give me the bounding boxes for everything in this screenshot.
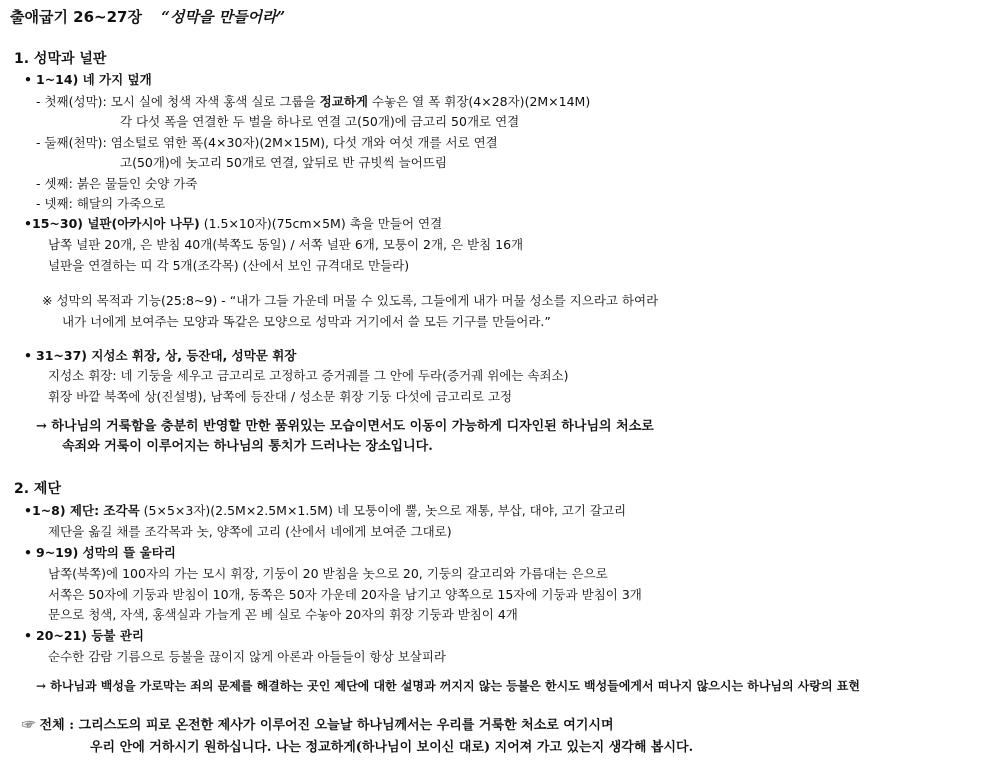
body-line: 서쪽은 50자에 기둥과 받침이 10개, 동쪽은 50자 가운데 20자을 남기고 양쪽으로 15자에 기둥과 받침이 3개 xyxy=(48,587,642,602)
bullet-label: 1~8) 제단: 조각목 xyxy=(32,503,140,518)
bullet-2-1: •1~8) 제단: 조각목 (5×5×3자)(2.5M×2.5M×1.5M) 네 모퉁이에 뿔, 놋으로 재통, 부삽, 대야, 고기 갈고리 xyxy=(24,503,627,518)
document-title xyxy=(10,6,285,28)
bullet-label: 15~30) 널판(아카시아 나무) xyxy=(32,216,200,231)
body-line: 남쪽(북쪽)에 100자의 가는 모시 휘장, 기둥이 20 받침을 놋으로 20, 기둥의 갈고리와 가름대는 은으로 xyxy=(48,566,608,581)
bullet-1-3: • 31~37) 지성소 휘장, 상, 등잔대, 성막문 휘장 xyxy=(24,348,297,363)
list-item: - 둘째(천막): 염소털로 엮한 폭(4×30자)(2M×15M), 다섯 개와 여섯 개를 서로 연결 xyxy=(36,135,498,150)
section-heading-1: 1. 성막과 널판 xyxy=(14,51,107,67)
note-line: 내가 너에게 보여주는 모양과 똑같은 모양으로 성막과 거기에서 쓸 모든 기구를 만들어라.” xyxy=(62,314,551,329)
conclusion-line xyxy=(22,718,614,734)
conclusion-text: 전체 : 그리스도의 피로 온전한 제사가 이루어진 오늘날 하나님께서는 우리를 거룩한 처소로 여기시며 xyxy=(39,718,614,733)
section-heading-2: 2. 제단 xyxy=(14,481,61,497)
title-quote: “성막을 만들어라” xyxy=(161,8,286,26)
body-line: 남쪽 널판 20개, 은 받침 40개(북쪽도 동일) / 서쪽 널판 6개, 모퉁이 2개, 은 받침 16개 xyxy=(48,237,524,252)
bold-segment: 정교하게 xyxy=(319,94,368,109)
summary-line: 속죄와 거룩이 이루어지는 하나님의 통치가 드러나는 장소입니다. xyxy=(62,439,433,454)
list-item: - 셋째: 붉은 물들인 숫양 가죽 xyxy=(36,176,198,191)
title-main: 출애굽기 26~27장 xyxy=(10,8,142,26)
body-line: 널판을 연결하는 띠 각 5개(조각목) (산에서 보인 규격대로 만들라) xyxy=(48,258,410,273)
body-line: 제단을 옮길 채를 조각목과 놋, 양쪽에 고리 (산에서 네에게 보여준 그대로) xyxy=(48,524,452,539)
bullet-label-rest: (5×5×3자)(2.5M×2.5M×1.5M) 네 모퉁이에 뿔, 놋으로 재통, 부삽, 대야, 고기 갈고리 xyxy=(139,503,627,518)
bullet-label-rest: (1.5×10자)(75cm×5M) 촉을 만들어 연결 xyxy=(199,216,443,231)
bullet-label: 9~19) 성막의 뜰 울타리 xyxy=(36,545,176,560)
text-segment: - 첫째(성막): 모시 실에 청색 자색 홍색 실로 그룹을 xyxy=(36,94,320,109)
bullet-1-2: •15~30) 널판(아카시아 나무) (1.5×10자)(75cm×5M) 촉을 만들어 연결 xyxy=(24,216,443,231)
summary-line: → 하나님과 백성을 가로막는 죄의 문제를 해결하는 곳인 제단에 대한 설명과 꺼지지 않는 등불은 한시도 백성들에게서 떠나지 않으시는 하나님의 사랑의 표현 xyxy=(36,679,860,693)
pointing-hand-icon: ☞ xyxy=(22,718,36,733)
body-line: 휘장 바깥 북쪽에 상(진설병), 남쪽에 등잔대 / 성소문 휘장 기둥 다섯에 금고리로 고정 xyxy=(48,389,513,404)
list-item: 각 다섯 폭을 연결한 두 벌을 하나로 연결 고(50개)에 금고리 50개로 연결 xyxy=(120,114,520,129)
summary-line: → 하나님의 거룩함을 충분히 반영할 만한 품위있는 모습이면서도 이동이 가능하게 디자인된 하나님의 처소로 xyxy=(36,419,654,434)
bullet-label: 31~37) 지성소 휘장, 상, 등잔대, 성막문 휘장 xyxy=(36,348,297,363)
bullet-2-3: • 20~21) 등불 관리 xyxy=(24,628,144,643)
bullet-2-2: • 9~19) 성막의 뜰 울타리 xyxy=(24,545,176,560)
conclusion-line: 우리 안에 거하시기 원하십니다. 나는 정교하게(하나님이 보이신 대로) 지어져 가고 있는지 생각해 봅시다. xyxy=(90,740,694,755)
bullet-1-1: • 1~14) 네 가지 덮개 xyxy=(24,72,152,87)
list-item: - 넷째: 해달의 가죽으로 xyxy=(36,196,166,211)
bullet-label: 20~21) 등불 관리 xyxy=(36,628,144,643)
body-line: 순수한 감람 기름으로 등불을 끊이지 않게 아론과 아들들이 항상 보살피라 xyxy=(48,649,447,664)
text-segment: 수놓은 열 폭 휘장(4×28자)(2M×14M) xyxy=(367,94,591,109)
bullet-label: 1~14) 네 가지 덮개 xyxy=(36,72,152,87)
note-line: ※ 성막의 목적과 기능(25:8~9) - “내가 그들 가운데 머물 수 있도록, 그들에게 내가 머물 성소를 지으라고 하여라 xyxy=(42,293,659,308)
body-line: 지성소 휘장: 네 기둥을 세우고 금고리로 고정하고 증거궤를 그 안에 두라(증거궤 위에는 속죄소) xyxy=(48,368,569,383)
list-item: 고(50개)에 놋고리 50개로 연결, 앞뒤로 반 규빗씩 늘어뜨림 xyxy=(120,155,447,170)
body-line: 문으로 청색, 자색, 홍색실과 가늘게 꼰 베 실로 수놓아 20자의 휘장 기둥과 받침이 4개 xyxy=(48,607,518,622)
list-item xyxy=(36,94,590,110)
